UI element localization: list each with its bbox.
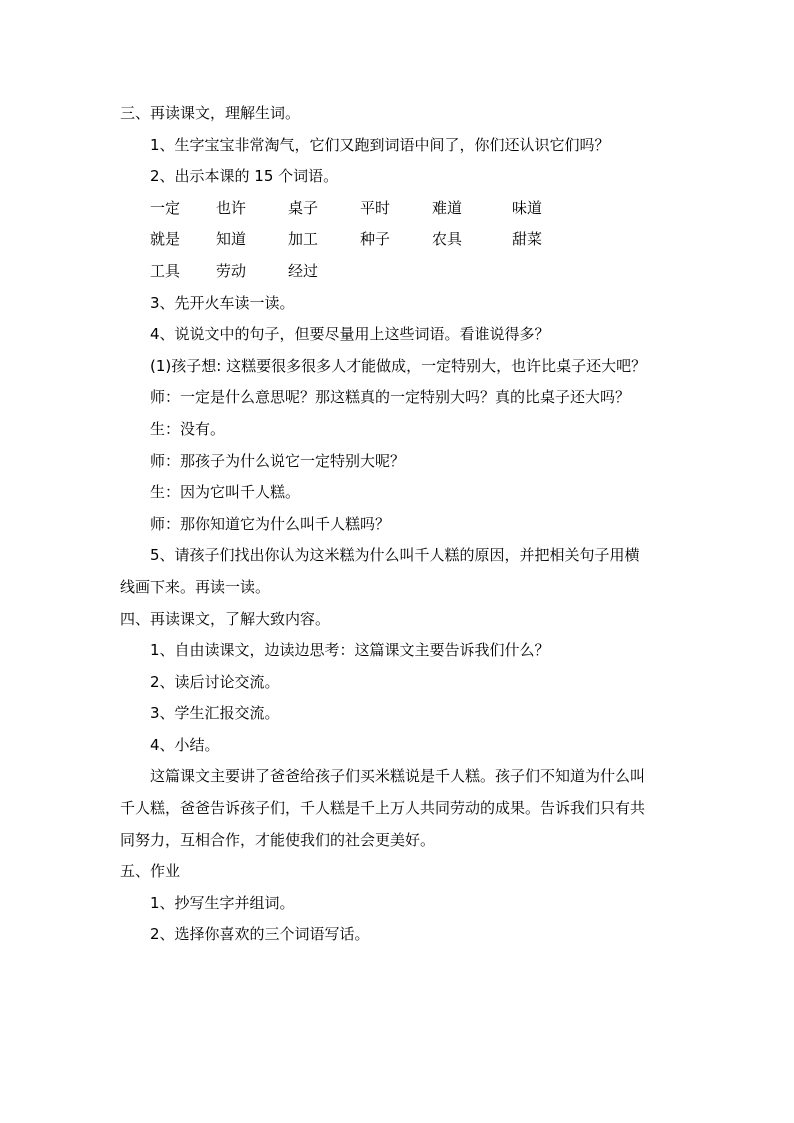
document-body (120, 98, 680, 951)
vocab-word: 经过 (288, 261, 319, 280)
vocab-word: 平时 (360, 198, 391, 217)
section-4-item-4: 4、小结。 (150, 735, 220, 754)
section-3-item-5: 5、请孩子们找出你认为这米糕为什么叫千人糕的原因，并把相关句子用横 (150, 546, 640, 565)
section-3-item-2: 2、出示本课的 15 个词语。 (150, 167, 339, 186)
vocab-word: 加工 (288, 230, 319, 249)
dialog-line: 师：那孩子为什么说它一定特别大呢？ (150, 451, 406, 470)
section-4-item-1: 1、自由读课文，边读边思考：这篇课文主要告诉我们什么？ (150, 641, 550, 660)
vocab-word: 就是 (150, 230, 181, 249)
section-3-heading: 三、再读课文，理解生词。 (120, 104, 301, 122)
vocab-word: 一定 (150, 198, 181, 217)
section-3-item-3: 3、先开火车读一读。 (150, 293, 295, 312)
dialog-line: 师：那你知道它为什么叫千人糕吗？ (150, 514, 391, 533)
vocab-word: 桌子 (288, 198, 319, 217)
vocab-word: 农具 (432, 230, 463, 249)
section-5-item-1: 1、抄写生字并组词。 (150, 893, 295, 912)
vocab-word: 味道 (512, 198, 543, 217)
section-4-item-3: 3、学生汇报交流。 (150, 704, 280, 723)
section-4-heading: 四、再读课文，了解大致内容。 (120, 609, 331, 628)
section-5-item-2: 2、选择你喜欢的三个词语写话。 (150, 925, 370, 944)
dialog-line: 生：因为它叫千人糕。 (150, 483, 301, 502)
vocab-row-2 (120, 224, 680, 256)
section-5-heading: 五、作业 (120, 862, 181, 881)
vocab-word: 知道 (216, 230, 247, 249)
dialog-line: 师：一定是什么意思呢？那这糕真的一定特别大吗？真的比桌子还大吗？ (150, 388, 631, 407)
summary-paragraph-line: 这篇课文主要讲了爸爸给孩子们买米糕说是千人糕。孩子们不知道为什么叫 (150, 767, 646, 786)
section-3-item-4: 4、说说文中的句子，但要尽量用上这些词语。看谁说得多？ (150, 325, 550, 344)
dialog-line: 生：没有。 (150, 419, 226, 438)
vocab-word: 种子 (360, 230, 391, 249)
vocab-word: 甜菜 (512, 230, 543, 249)
section-4-item-2: 2、读后讨论交流。 (150, 672, 280, 691)
vocab-row-1 (120, 193, 680, 225)
dialog-line: (1)孩子想: 这糕要很多很多人才能做成，一定特别大，也许比桌子还大吧？ (150, 356, 647, 375)
vocab-word: 工具 (150, 261, 181, 280)
summary-paragraph-line: 千人糕，爸爸告诉孩子们，千人糕是千上万人共同劳动的成果。告诉我们只有共 (120, 799, 646, 818)
section-3-item-5-continued: 线画下来。再读一读。 (120, 577, 271, 596)
vocab-word: 难道 (432, 198, 463, 217)
summary-paragraph-line: 同努力，互相合作，才能使我们的社会更美好。 (120, 830, 436, 849)
vocab-word: 劳动 (216, 261, 247, 280)
vocab-word: 也许 (216, 198, 247, 217)
vocab-row-3 (120, 256, 680, 288)
section-3-item-1: 1、生字宝宝非常淘气，它们又跑到词语中间了，你们还认识它们吗？ (150, 135, 610, 154)
